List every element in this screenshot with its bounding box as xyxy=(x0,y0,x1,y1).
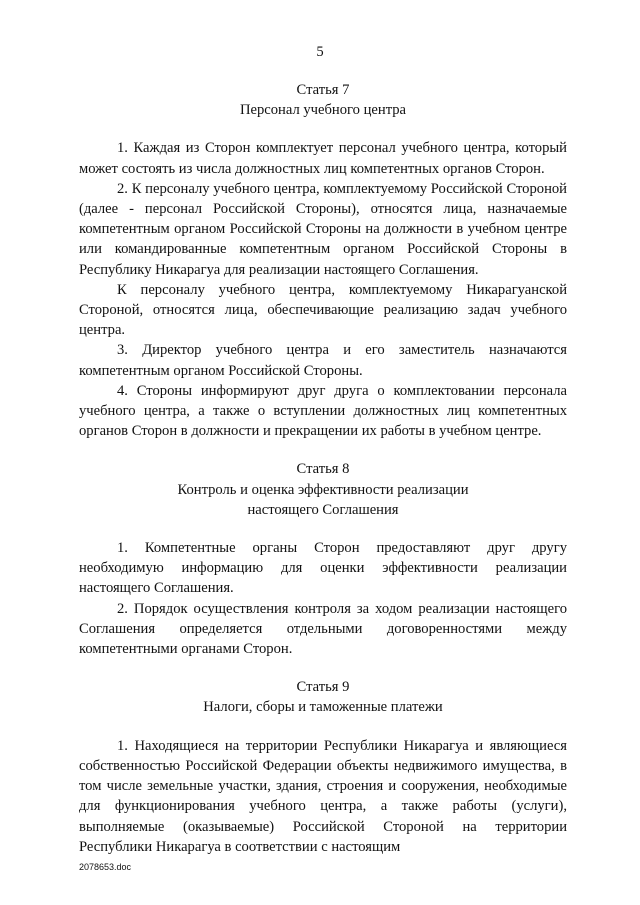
article-8-number: Статья 8 xyxy=(296,461,350,478)
article-8-paragraph-1: 1. Компетентные органы Сторон предоставляют друг другу необходимую информацию для оценки эффективности реализации настоящего Соглашения. xyxy=(79,540,567,597)
article-7-heading xyxy=(79,80,567,120)
article-7-number: Статья 7 xyxy=(296,82,350,98)
article-8-heading xyxy=(79,459,567,520)
article-8-title-line-1: Контроль и оценка эффективности реализации xyxy=(177,481,469,498)
article-9-title: Налоги, сборы и таможенные платежи xyxy=(203,699,443,716)
page-number: 5 xyxy=(316,44,324,60)
article-7-paragraph-1: 1. Каждая из Сторон комплектует персонал учебного центра, который может состоять из числа должностных лиц компетентных органов Сторон. xyxy=(79,140,567,177)
document-body xyxy=(79,80,567,857)
article-9-number: Статья 9 xyxy=(296,679,350,696)
article-9-heading xyxy=(79,677,567,717)
article-7-paragraph-5: 4. Стороны информируют друг друга о комплектовании персонала учебного центра, а также о вступлении должностных лиц компетентных органов Сторон в должности и прекращении их работы в учебном центре. xyxy=(79,382,567,440)
article-8-paragraph-2: 2. Порядок осуществления контроля за ходом реализации настоящего Соглашения определяется отдельными договоренностями между компетентными органами Сторон. xyxy=(79,600,567,658)
article-7-paragraph-3: К персоналу учебного центра, комплектуемому Никарагуанской Стороной, относятся лица, обеспечивающие реализацию задач учебного центра. xyxy=(79,281,567,339)
article-7-title: Персонал учебного центра xyxy=(239,102,407,119)
article-7-paragraph-2: 2. К персоналу учебного центра, комплектуемому Российской Стороной (далее - персонал Российской Стороны), относятся лица, назначаемые компетентным органом Российской Стороны на должности в учебном центре или командированные компетентным органом Российской Стороны в Республику Никарагуа для реализации настоящего Соглашения. xyxy=(79,180,567,278)
document-filename-footer: 2078653.doc xyxy=(79,862,132,872)
article-9-paragraph-1: 1. Находящиеся на территории Республики Никарагуа и являющиеся собственностью Российской Федерации объекты недвижимого имущества, в том числе земельные участки, здания, строения и сооружения, необходимые для функционирования учебного центра, а также работы (услуги), выполняемые (оказываемые) Российской Стороной на территории Республики Никарагуа в соответствии с настоящим xyxy=(79,737,567,855)
article-7-paragraph-4: 3. Директор учебного центра и его заместитель назначаются компетентным органом Российской Стороны. xyxy=(79,342,567,379)
article-8-title-line-2: настоящего Соглашения xyxy=(247,501,399,518)
